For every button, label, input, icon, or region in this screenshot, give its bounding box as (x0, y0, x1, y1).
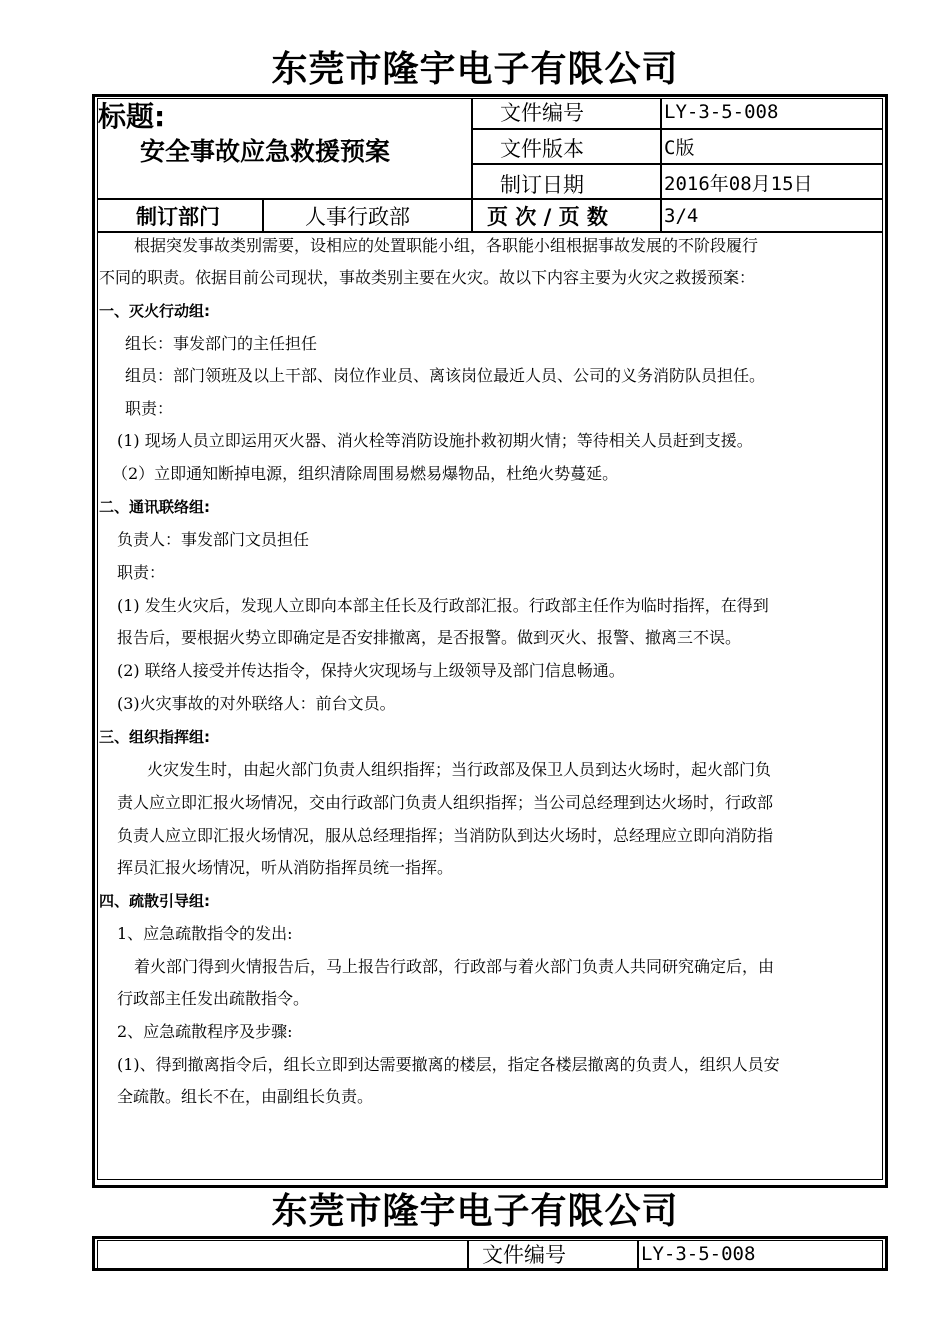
s3-line-4: 挥员汇报火场情况，听从消防指挥员统一指挥。 (117, 858, 454, 877)
section-3-title: 三、组织指挥组: (99, 728, 210, 746)
s4-line-4: 2、应急疏散程序及步骤: (117, 1022, 293, 1041)
s2-line-1: 负责人：事发部门文员担任 (117, 530, 310, 549)
section-1-title: 一、灭火行动组: (99, 302, 210, 320)
dept-label: 制订部门 (136, 205, 220, 229)
header-line-2 (471, 163, 883, 165)
s4-line-2: 着火部门得到火情报告后，马上报告行政部，行政部与着火部门负责人共同研究确定后，由 (134, 957, 775, 976)
s2-line-6: (3)火灾事故的对外联络人：前台文员。 (117, 694, 396, 713)
page-value: 3/4 (664, 205, 699, 227)
s3-line-3: 负责人应立即汇报火场情况，服从总经理指挥；当消防队到达火场时，总经理应立即向消防指 (117, 826, 774, 845)
header-line-1 (471, 128, 883, 130)
s4-line-5: (1)、得到撤离指令后，组长立即到达需要撤离的楼层，指定各楼层撤离的负责人，组织人员安 (117, 1055, 780, 1074)
footer-divider-v1 (467, 1240, 469, 1268)
s1-line-3: 职责： (125, 399, 174, 418)
s1-line-2: 组员：部门领班及以上干部、岗位作业员、离该岗位最近人员、公司的义务消防队员担任。 (125, 366, 766, 385)
date-label: 制订日期 (500, 173, 584, 197)
s2-line-2: 职责： (117, 563, 166, 582)
s1-line-5: （2）立即通知断掉电源，组织清除周围易燃易爆物品，杜绝火势蔓延。 (112, 464, 619, 483)
intro-line-1: 根据突发事故类别需要，设相应的处置职能小组，各职能小组根据事故发展的不阶段履行 (134, 236, 759, 255)
version-label: 文件版本 (500, 137, 584, 161)
s4-line-6: 全疏散。组长不在，由副组长负责。 (117, 1087, 374, 1106)
s1-line-4: (1) 现场人员立即运用灭火器、消火栓等消防设施扑救初期火情；等待相关人员赶到支援。 (117, 431, 753, 450)
footer-doc-no-value: LY-3-5-008 (641, 1243, 756, 1265)
footer-doc-no-label: 文件编号 (482, 1243, 566, 1267)
section-4-title: 四、疏散引导组: (99, 892, 210, 910)
title-value: 安全事故应急救援预案 (140, 137, 391, 166)
s4-line-1: 1、应急疏散指令的发出: (117, 924, 293, 943)
header-line-3 (97, 198, 883, 200)
doc-no-value: LY-3-5-008 (664, 101, 779, 123)
section-2-title: 二、通讯联络组: (99, 498, 210, 516)
date-value: 2016年08月15日 (664, 173, 813, 195)
dept-value: 人事行政部 (305, 205, 410, 229)
s2-line-5: (2) 联络人接受并传达指令，保持火灾现场与上级领导及部门信息畅通。 (117, 661, 625, 680)
title-label: 标题: (98, 100, 166, 133)
intro-line-2: 不同的职责。依据目前公司现状，事故类别主要在火灾。故以下内容主要为火灾之救援预案： (99, 268, 756, 287)
s3-line-1: 火灾发生时，由起火部门负责人组织指挥；当行政部及保卫人员到达火场时，起火部门负 (147, 760, 772, 779)
doc-no-label: 文件编号 (500, 101, 584, 125)
s3-line-2: 责人应立即汇报火场情况，交由行政部门负责人组织指挥；当公司总经理到达火场时，行政部 (117, 793, 774, 812)
header-divider-v2 (660, 98, 662, 232)
page-label: 页 次 / 页 数 (487, 205, 608, 229)
footer-divider-v2 (637, 1240, 639, 1268)
version-value: C版 (664, 137, 695, 159)
s1-line-1: 组长：事发部门的主任担任 (125, 334, 318, 353)
header-divider-v1 (471, 98, 473, 232)
header-divider-v3 (262, 199, 264, 232)
company-title-bottom: 东莞市隆宇电子有限公司 (271, 1191, 679, 1232)
company-title-top: 东莞市隆宇电子有限公司 (271, 49, 679, 90)
s2-line-4: 报告后，要根据火势立即确定是否安排撤离，是否报警。做到灭火、报警、撤离三不误。 (117, 628, 742, 647)
s2-line-3: (1) 发生火灾后，发现人立即向本部主任长及行政部汇报。行政部主任作为临时指挥，在得到 (117, 596, 769, 615)
s4-line-3: 行政部主任发出疏散指令。 (117, 989, 310, 1008)
